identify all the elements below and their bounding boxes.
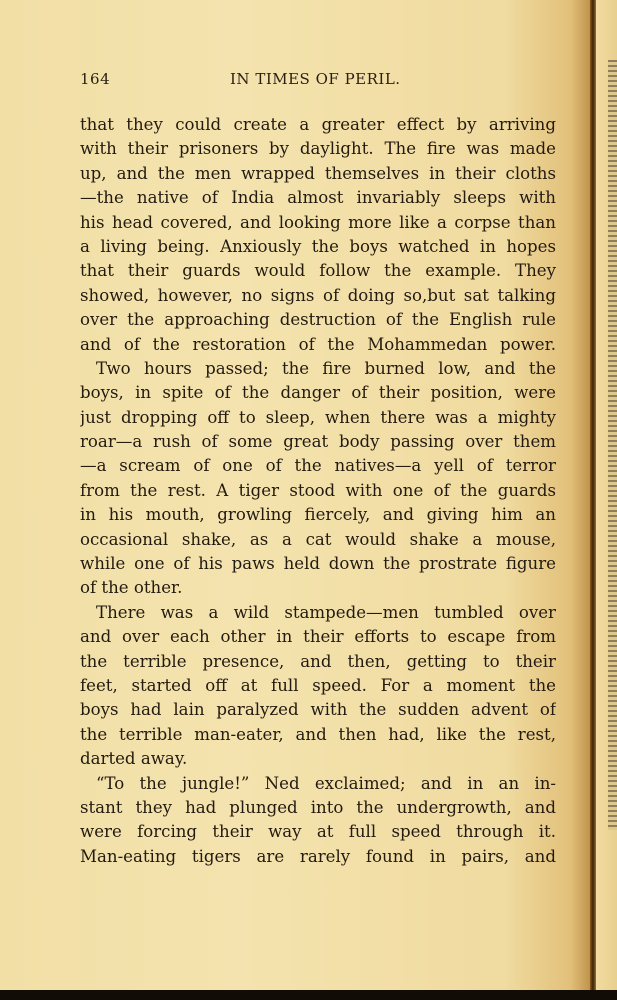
text-line: Man-eating tigers are rarely found in pairs, and	[80, 846, 556, 866]
text-line: were forcing their way at full speed through it.	[80, 822, 556, 842]
text-line: showed, however, no signs of doing so,but sat talking	[80, 285, 556, 305]
scan-border	[0, 990, 617, 1000]
text-line: darted away.	[80, 749, 188, 769]
text-line: his head covered, and looking more like a corpse than	[80, 212, 556, 232]
text-line: that their guards would follow the example. They	[80, 261, 556, 281]
text-line: over the approaching destruction of the English rule	[80, 310, 556, 330]
text-line: occasional shake, as a cat would shake a mouse,	[80, 529, 556, 549]
text-line: —the native of India almost invariably sleeps with	[80, 188, 556, 208]
text-line: while one of his paws held down the prostrate figure	[80, 554, 556, 574]
running-title: IN TIMES OF PERIL.	[230, 70, 401, 88]
body-text	[80, 113, 556, 869]
text-line: feet, started off at full speed. For a moment the	[80, 675, 556, 695]
text-line: with their prisoners by daylight. The fire was made	[80, 139, 556, 159]
text-line: that they could create a greater effect by arriving	[80, 115, 556, 134]
text-line: and over each other in their efforts to escape from	[80, 627, 556, 647]
text-line: roar—a rush of some great body passing over them	[80, 432, 556, 452]
text-line: boys, in spite of the danger of their position, were	[80, 383, 556, 403]
text-line: the terrible man-eater, and then had, like the rest,	[80, 724, 556, 744]
text-line: from the rest. A tiger stood with one of the guards	[80, 480, 556, 500]
text-line: up, and the men wrapped themselves in their cloths	[80, 163, 556, 183]
page-number: 164	[80, 70, 111, 88]
text-line: of the other.	[80, 578, 183, 598]
text-line: There was a wild stampede—men tumbled over	[96, 602, 556, 622]
text-line: Two hours passed; the fire burned low, and the	[96, 358, 556, 378]
text-line: in his mouth, growling fiercely, and giving him an	[80, 505, 556, 525]
text-line: just dropping off to sleep, when there was a mighty	[80, 407, 556, 427]
text-line: “To the jungle!” Ned exclaimed; and in an in-	[96, 773, 556, 793]
text-line: and of the restoration of the Mohammedan power.	[80, 334, 556, 354]
running-header	[80, 70, 556, 90]
text-line: boys had lain paralyzed with the sudden advent of	[80, 700, 556, 720]
text-line: a living being. Anxiously the boys watched in hopes	[80, 236, 556, 256]
text-line: —a scream of one of the natives—a yell of terror	[80, 456, 556, 476]
text-line: the terrible presence, and then, getting to their	[80, 651, 556, 671]
text-line: stant they had plunged into the undergrowth, and	[80, 797, 556, 817]
facing-page-engraving	[608, 60, 617, 830]
